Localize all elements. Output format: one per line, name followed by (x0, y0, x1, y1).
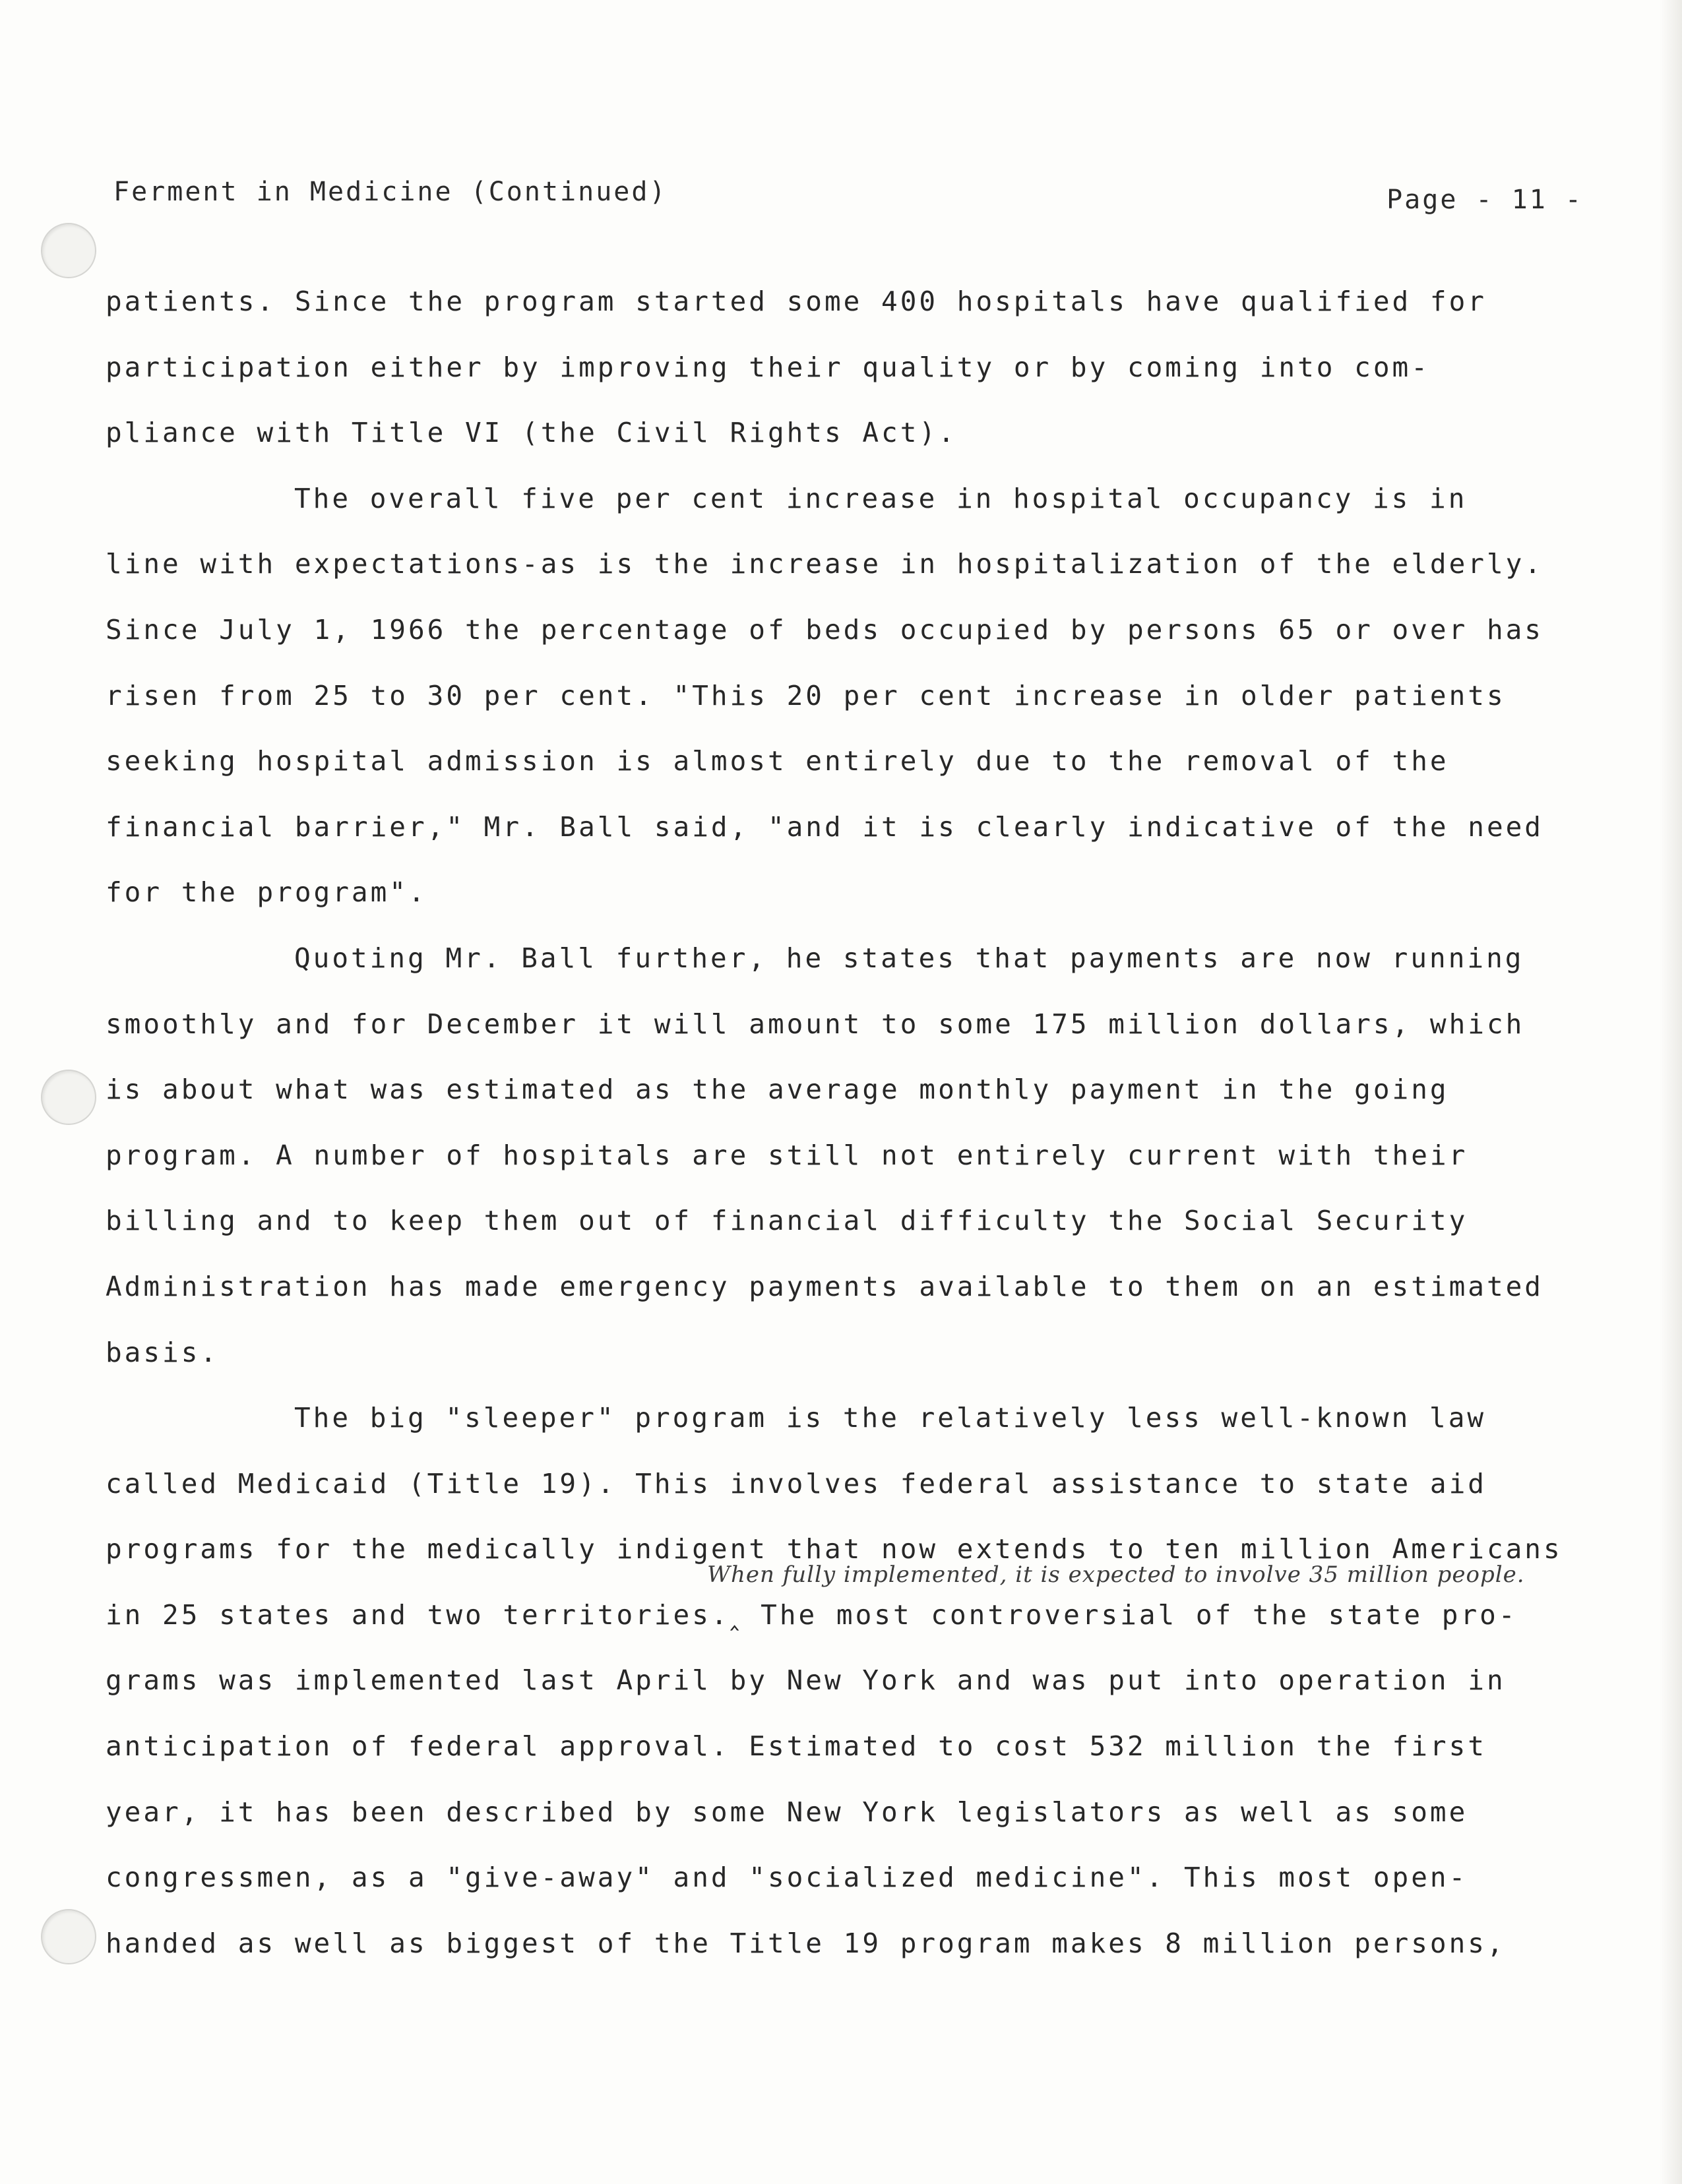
running-title: Ferment in Medicine (Continued) (113, 177, 668, 207)
text-line: patients. Since the program started some 400 hospitals have qualified for (106, 286, 1487, 317)
text-line: pliance with Title VI (the Civil Rights Act). (106, 417, 957, 449)
text-line: smoothly and for December it will amount to some 175 million dollars, which (106, 1008, 1525, 1040)
text-line: risen from 25 to 30 per cent. "This 20 per cent increase in older patients (106, 679, 1506, 712)
page-header (113, 170, 1583, 216)
text-line: anticipation of federal approval. Estimated to cost 532 million the first (106, 1730, 1487, 1763)
text-line: grams was implemented last April by New York and was put into operation in (106, 1664, 1506, 1697)
text-line: seeking hospital admission is almost entirely due to the removal of the (106, 745, 1449, 777)
text-line: financial barrier," Mr. Ball said, "and it is clearly indicative of the need (106, 810, 1543, 843)
text-line: basis. (106, 1336, 220, 1368)
binder-hole-bottom (41, 1909, 96, 1964)
text-line: billing and to keep them out of financial difficulty the Social Security (106, 1205, 1468, 1237)
binder-hole-top (41, 223, 96, 278)
text-line: congressmen, as a "give-away" and "socialized medicine". This most open- (106, 1862, 1468, 1894)
annotated-line (106, 1561, 1596, 1649)
text-line: programs for the medically indigent that now extends to ten million Americans (106, 1533, 1563, 1565)
text-line: program. A number of hospitals are still not entirely current with their (106, 1139, 1468, 1171)
document-body (106, 269, 1596, 1976)
binder-hole-middle (41, 1070, 96, 1125)
text-line: is about what was estimated as the average monthly payment in the going (106, 1074, 1449, 1106)
text-line: called Medicaid (Title 19). This involves federal assistance to state aid (106, 1467, 1487, 1500)
text-line: year, it has been described by some New York legislators as well as some (106, 1796, 1468, 1828)
page-number: Page - 11 - (1386, 185, 1583, 215)
paragraph-first-line: The overall five per cent increase in hospital occupancy is in (294, 482, 1468, 514)
paragraph-first-line: Quoting Mr. Ball further, he states that payments are now running (294, 942, 1524, 974)
text-line: handed as well as biggest of the Title 19 program makes 8 million persons, (106, 1927, 1506, 1959)
text-line: participation either by improving their quality or by coming into com- (106, 351, 1430, 383)
text-line: in 25 states and two territories.‸ The most controversial of the state pro- (106, 1598, 1518, 1631)
text-line: for the program". (106, 876, 427, 909)
text-line: line with expectations-as is the increase in hospitalization of the elderly. (106, 548, 1543, 580)
handwritten-insert: When fully implemented, it is expected to involve 35 million people. (707, 1561, 1525, 1588)
text-line: Since July 1, 1966 the percentage of beds occupied by persons 65 or over has (106, 613, 1543, 646)
text-line: Administration has made emergency payments available to them on an estimated (106, 1270, 1543, 1302)
page-edge-shadow (1660, 0, 1682, 2184)
paragraph-first-line: The big "sleeper" program is the relatively less well-known law (294, 1402, 1487, 1434)
